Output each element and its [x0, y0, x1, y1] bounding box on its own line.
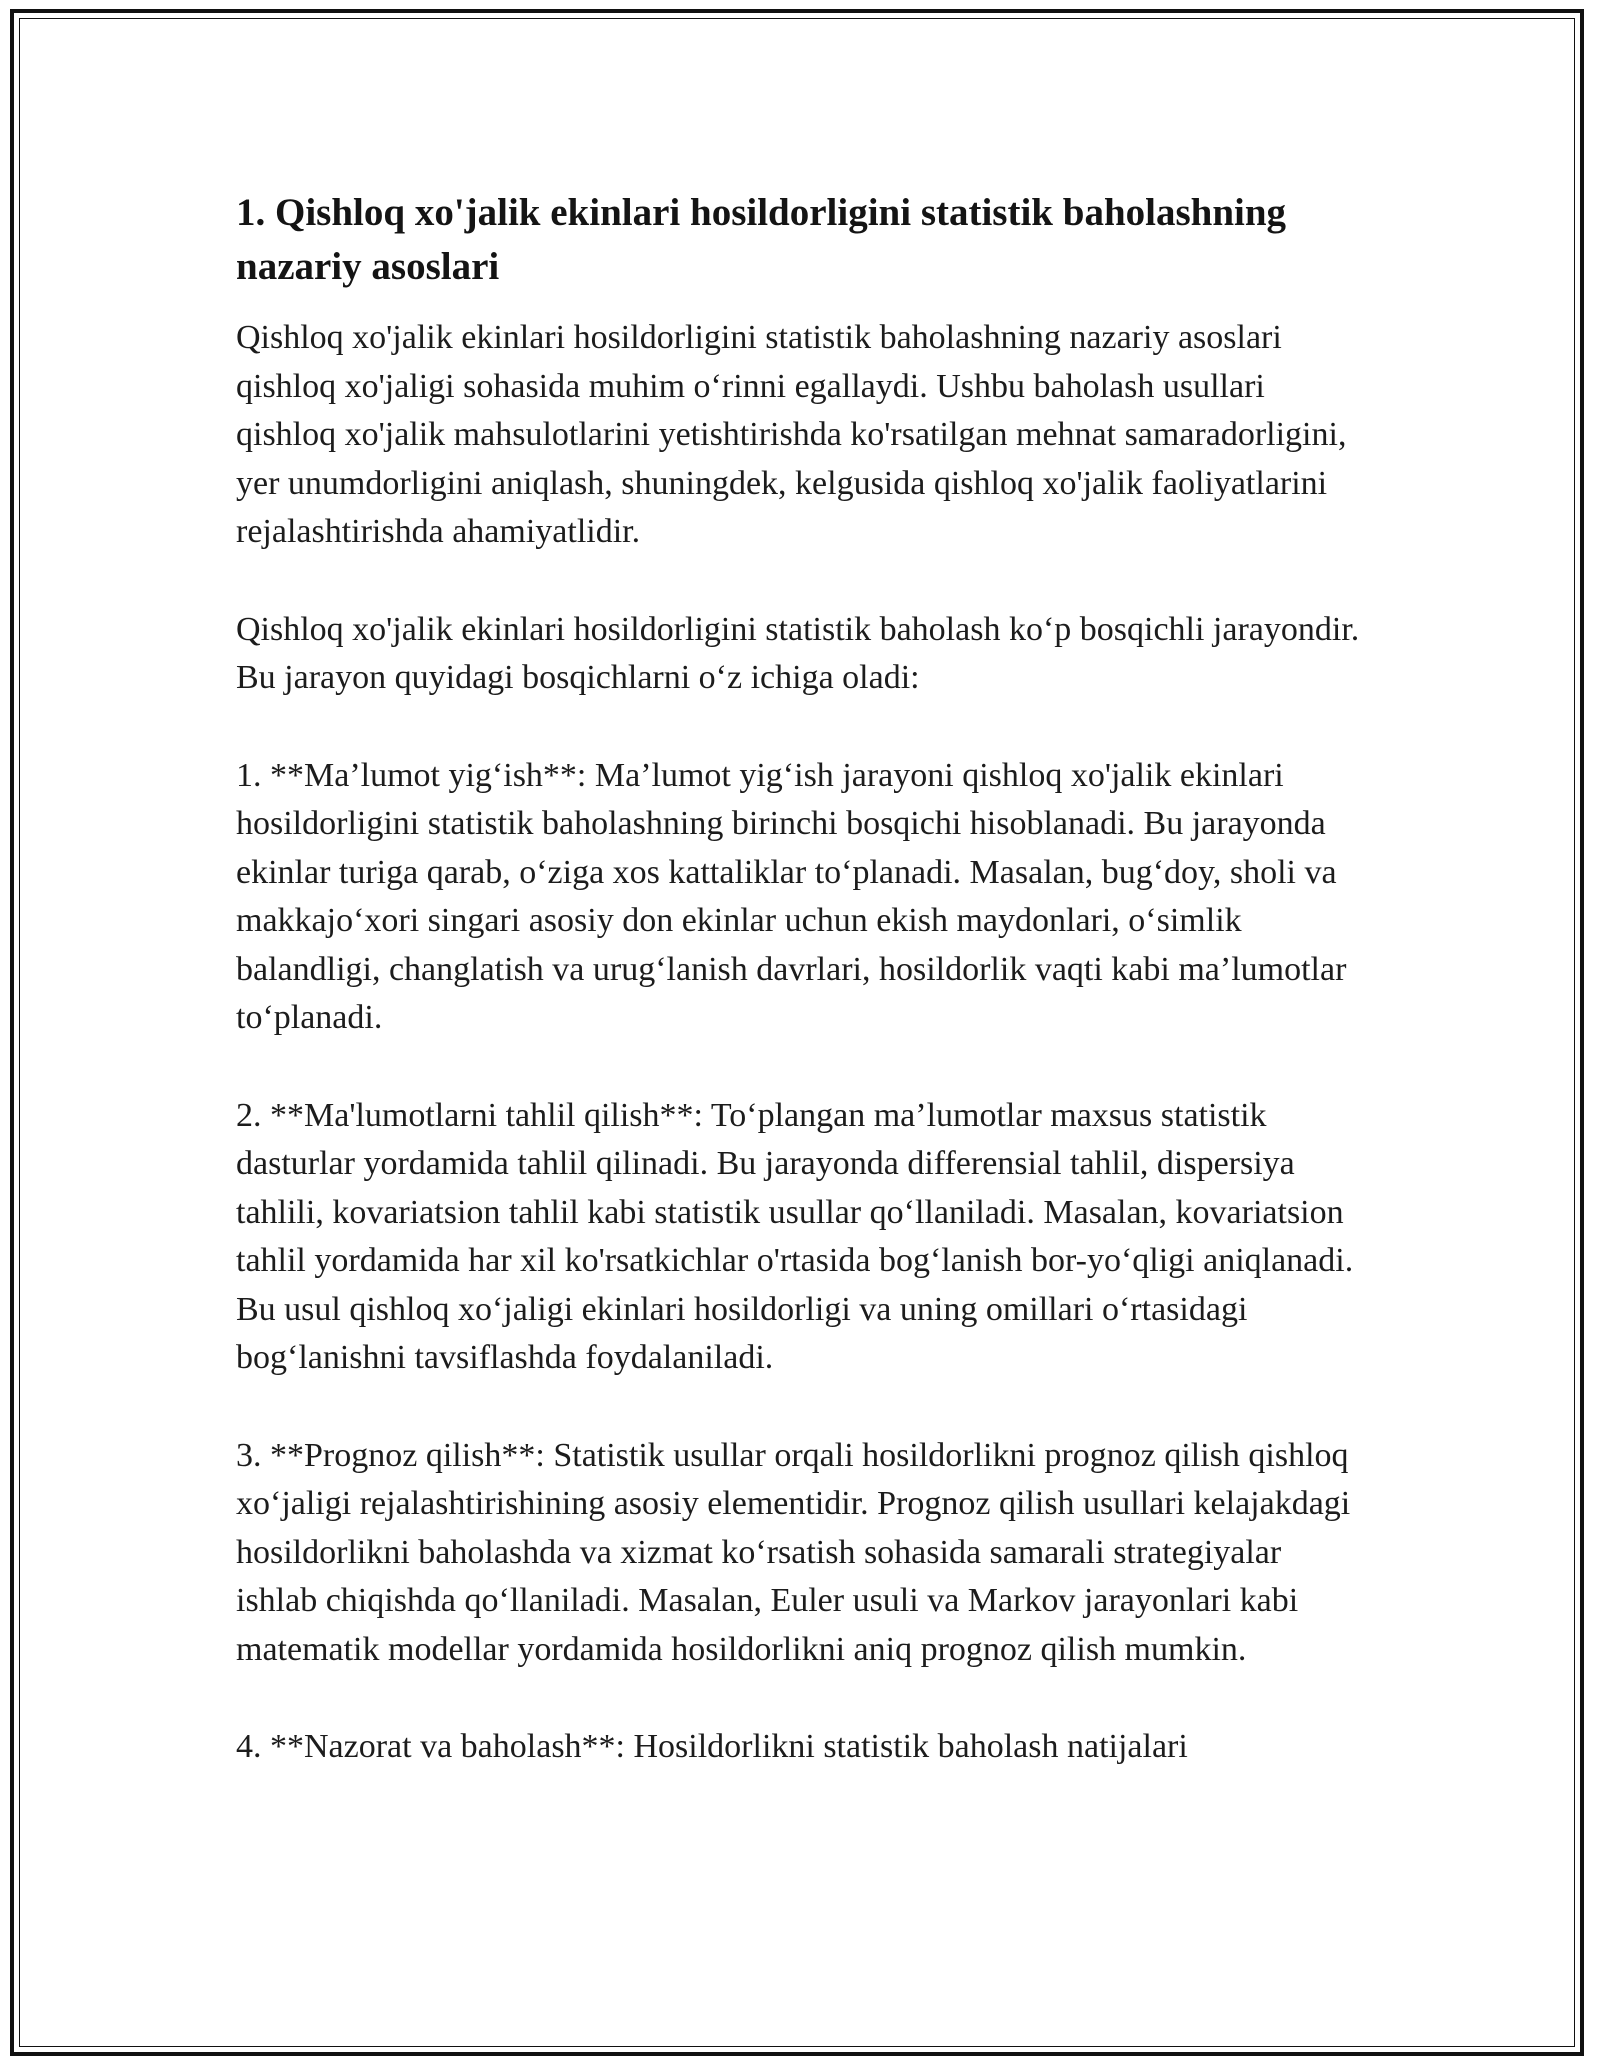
paragraph-intro: Qishloq xo'jalik ekinlari hosildorligini statistik baholashning nazariy asoslari qishloq xo'jaligi sohasida muhim o‘rinni egallaydi. Ushbu baholash usullari qishloq xo'jalik mahsulotlarini yetishtirishda ko'rsatilgan mehnat samaradorligini, yer unumdorligini aniqlash, shuningdek, kelgusida qishloq xo'jalik faoliyatlarini rejalashtirishda ahamiyatlidir. [236, 319, 1347, 550]
paragraph-stage-3: 3. **Prognoz qilish**: Statistik usullar orqali hosildorlikni prognoz qilish qishloq xo‘jaligi rejalashtirishining asosiy elementidir. Prognoz qilish usullari kelajakdagi hosildorlikni baholashda va xizmat ko‘rsatish sohasida samarali strategiyalar ishlab chiqishda qo‘llaniladi. Masalan, Euler usuli va Markov jarayonlari kabi matematik modellar yordamida hosildorlikni aniq prognoz qilish mumkin. [236, 1436, 1351, 1668]
paragraph-stage-1: 1. **Ma’lumot yig‘ish**: Ma’lumot yig‘ish jarayoni qishloq xo'jalik ekinlari hosildorligini statistik baholashning birinchi bosqichi hisoblanadi. Bu jarayonda ekinlar turiga qarab, o‘ziga xos kattaliklar to‘planadi. Masalan, bug‘doy, sholi va makkajo‘xori singari asosiy don ekinlar uchun ekish maydonlari, o‘simlik balandligi, changlatish va urug‘lanish davrlari, hosildorlik vaqti kabi ma’lumotlar to‘planadi. [236, 756, 1347, 1036]
document-body [236, 186, 1370, 1821]
paragraph-stage-2: 2. **Ma'lumotlarni tahlil qilish**: To‘plangan ma’lumotlar maxsus statistik dasturlar yordamida tahlil qilinadi. Bu jarayonda differensial tahlil, dispersiya tahlili, kovariatsion tahlil kabi statistik usullar qo‘llaniladi. Masalan, kovariatsion tahlil yordamida har xil ko'rsatkichlar o'rtasida bog‘lanish bor-yo‘qligi aniqlanadi. Bu usul qishloq xo‘jaligi ekinlari hosildorligi va uning omillari o‘rtasidagi bog‘lanishni tavsiflashda foydalaniladi. [236, 1096, 1354, 1376]
section-heading: 1. Qishloq xo'jalik ekinlari hosildorligini statistik baholashning nazariy asoslari [236, 191, 1287, 288]
paragraph-stages-intro: Qishloq xo'jalik ekinlari hosildorligini statistik baholash ko‘p bosqichli jarayondir. Bu jarayon quyidagi bosqichlarni o‘z ichiga oladi: [236, 610, 1360, 696]
paragraph-stage-4: 4. **Nazorat va baholash**: Hosildorlikni statistik baholash natijalari [236, 1728, 1188, 1765]
